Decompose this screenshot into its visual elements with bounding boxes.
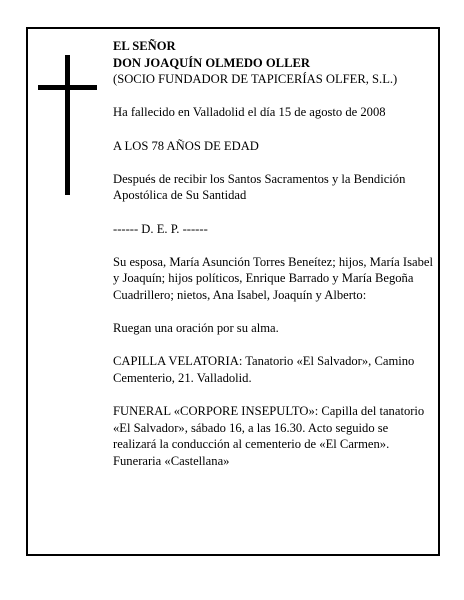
age-notice: A LOS 78 AÑOS DE EDAD	[113, 138, 259, 153]
obituary-text	[113, 38, 433, 469]
family-list: Su esposa, María Asunción Torres Beneítez; hijos, María Isabel y Joaquín; hijos políticos, Enrique Barrado y María Begoña Cuadrillero; nietos, Ana Isabel, Joaquín y Alberto:	[113, 254, 433, 302]
cross-vertical-bar	[65, 55, 70, 195]
chapel-info: CAPILLA VELATORIA: Tanatorio «El Salvador», Camino Cementerio, 21. Valladolid.	[113, 354, 415, 385]
honorific-title: EL SEÑOR	[113, 39, 176, 53]
prayer-request: Ruegan una oración por su alma.	[113, 321, 279, 336]
deceased-name: DON JOAQUÍN OLMEDO OLLER	[113, 55, 310, 70]
funeral-info: FUNERAL «CORPORE INSEPULTO»: Capilla del tanatorio «El Salvador», sábado 16, a las 16.30. Acto seguido se realizará la conducción al cementerio de «El Carmen».	[113, 404, 425, 452]
deceased-header	[113, 38, 433, 88]
rest-in-peace: ------ D. E. P. ------	[113, 221, 208, 236]
death-notice: Ha fallecido en Valladolid el día 15 de agosto de 2008	[113, 105, 386, 120]
funeral-home: Funeraria «Castellana»	[113, 453, 230, 468]
deceased-role: (SOCIO FUNDADOR DE TAPICERÍAS OLFER, S.L.)	[113, 72, 398, 87]
cross-horizontal-bar	[38, 85, 97, 90]
sacraments-notice: Después de recibir los Santos Sacramentos y la Bendición Apostólica de Su Santidad	[113, 171, 406, 203]
